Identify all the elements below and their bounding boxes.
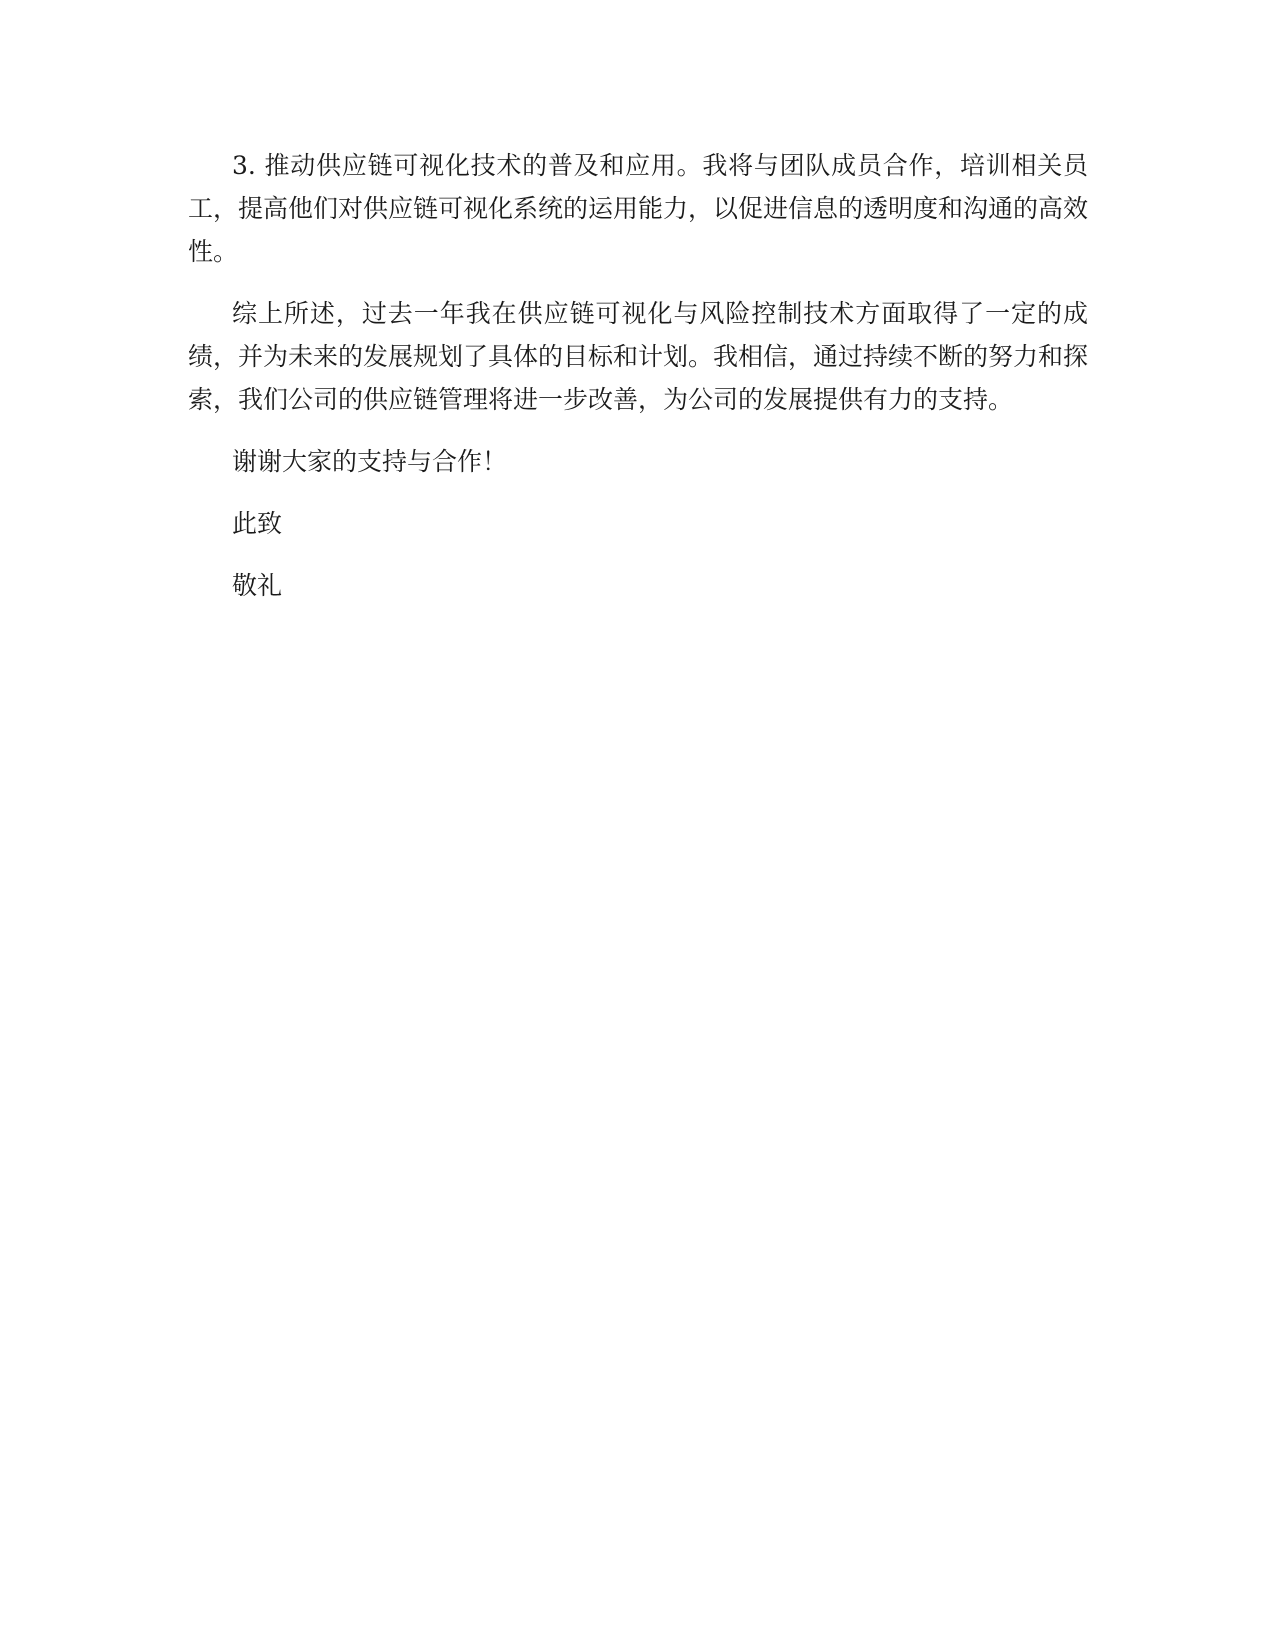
paragraph-thanks: 谢谢大家的支持与合作！ [232,447,508,476]
document-body [188,144,1088,626]
paragraph-summary: 综上所述，过去一年我在供应链可视化与风险控制技术方面取得了一定的成绩，并为未来的发展规划了具体的目标和计划。我相信，通过持续不断的努力和探索，我们公司的供应链管理将进一步改善，为公司的发展提供有力的支持。 [188,299,1089,414]
closing-salutation: 此致 [232,509,283,538]
paragraph-plan-item-3: 3. 推动供应链可视化技术的普及和应用。我将与团队成员合作，培训相关员工，提高他们对供应链可视化系统的运用能力，以促进信息的透明度和沟通的高效性。 [188,151,1089,266]
closing-regards: 敬礼 [232,571,283,600]
